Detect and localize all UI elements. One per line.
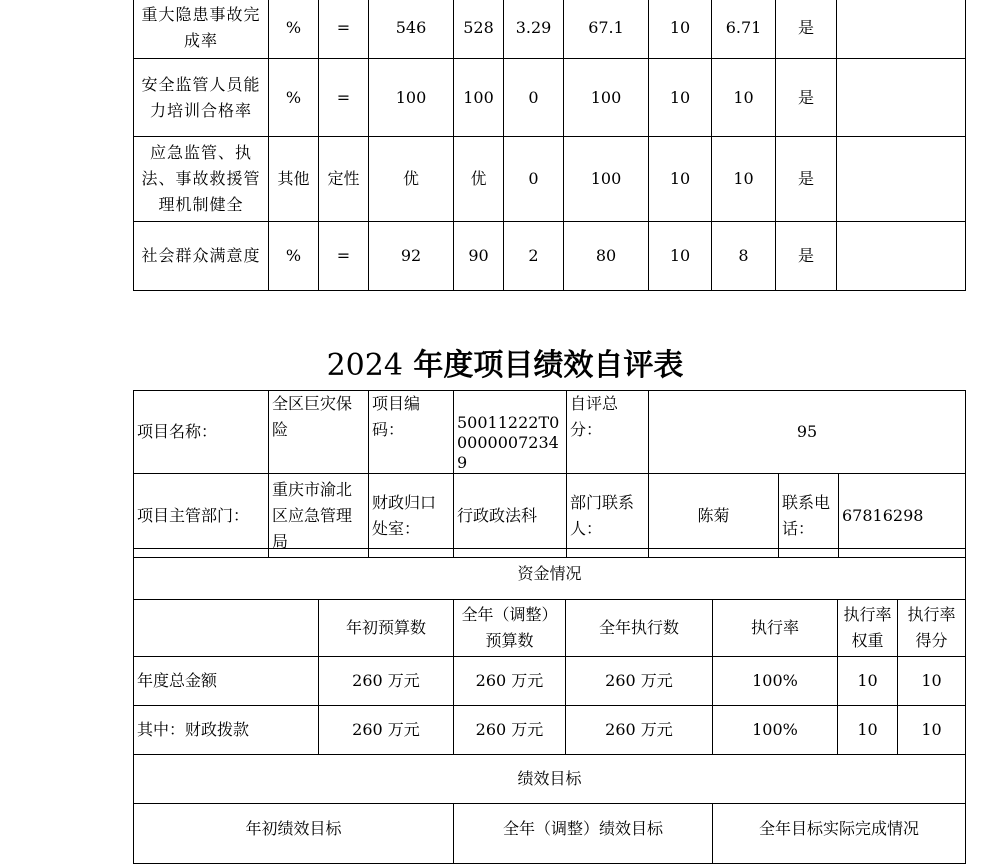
indicator-weight-cell: 10 [649, 137, 712, 222]
funds-header-initial: 年初预算数 [319, 600, 454, 657]
indicator-row [134, 137, 966, 222]
project-name-label: 项目名称： [134, 391, 269, 474]
indicator-unit-cell: % [269, 0, 319, 59]
indicator-note-cell [837, 137, 966, 222]
indicator-score-cell: 8 [712, 222, 776, 291]
indicator-score-cell: 10 [712, 137, 776, 222]
indicator-row [134, 222, 966, 291]
indicator-met-cell: 是 [776, 59, 837, 137]
indicator-unit-cell: % [269, 59, 319, 137]
phone-label: 联系电话： [779, 474, 839, 558]
indicator-row [134, 0, 966, 59]
self-score-label: 自评总分： [567, 391, 649, 474]
indicator-diff-cell: 0 [504, 59, 564, 137]
funds-section-title: 资金情况 [134, 549, 966, 600]
funds-row-label: 其中：财政拨款 [134, 706, 319, 755]
funds-cell: 100% [713, 706, 838, 755]
funds-cell: 260 万元 [566, 657, 713, 706]
indicator-actual-cell: 100 [454, 59, 504, 137]
indicator-rate-cell: 80 [564, 222, 649, 291]
indicator-row [134, 59, 966, 137]
indicator-met-cell: 是 [776, 137, 837, 222]
indicator-note-cell [837, 222, 966, 291]
indicator-name-cell: 重大隐患事故完成率 [134, 0, 269, 59]
indicator-diff-cell: 2 [504, 222, 564, 291]
finance-office-value: 行政政法科 [454, 474, 567, 558]
indicator-rate-cell: 100 [564, 137, 649, 222]
indicator-name-cell: 应急监管、执法、事故救援管理机制健全 [134, 137, 269, 222]
indicator-actual-cell: 528 [454, 0, 504, 59]
goals-section-title: 绩效目标 [134, 755, 966, 804]
contact-value: 陈菊 [649, 474, 779, 558]
indicator-name-cell: 社会群众满意度 [134, 222, 269, 291]
finance-office-label: 财政归口处室： [369, 474, 454, 558]
project-name-value: 全区巨灾保险 [269, 391, 369, 474]
indicator-met-cell: 是 [776, 222, 837, 291]
funds-cell: 10 [838, 657, 898, 706]
indicator-actual-cell: 90 [454, 222, 504, 291]
indicator-score-cell: 6.71 [712, 0, 776, 59]
funds-cell: 260 万元 [319, 706, 454, 755]
goals-header-initial: 年初绩效目标 [134, 804, 454, 864]
funds-cell: 10 [898, 657, 966, 706]
indicator-target-cell: 92 [369, 222, 454, 291]
indicator-op-cell: = [319, 0, 369, 59]
indicator-rate-cell: 100 [564, 59, 649, 137]
indicator-weight-cell: 10 [649, 222, 712, 291]
funds-cell: 260 万元 [319, 657, 454, 706]
indicator-met-cell: 是 [776, 0, 837, 59]
indicator-rate-cell: 67.1 [564, 0, 649, 59]
funds-header-blank [134, 600, 319, 657]
indicator-weight-cell: 10 [649, 59, 712, 137]
funds-table [133, 548, 966, 864]
indicator-target-cell: 优 [369, 137, 454, 222]
indicator-actual-cell: 优 [454, 137, 504, 222]
project-info-table [133, 390, 966, 558]
indicator-op-cell: = [319, 59, 369, 137]
dept-value: 重庆市渝北区应急管理局 [269, 474, 369, 558]
phone-value: 67816298 [839, 474, 966, 558]
funds-cell: 100% [713, 657, 838, 706]
contact-label: 部门联系人： [567, 474, 649, 558]
funds-header-weight: 执行率权重 [838, 600, 898, 657]
funds-cell: 10 [838, 706, 898, 755]
goals-header-adjusted: 全年（调整）绩效目标 [454, 804, 713, 864]
indicator-target-cell: 100 [369, 59, 454, 137]
indicator-unit-cell: 其他 [269, 137, 319, 222]
funds-header-adjusted: 全年（调整）预算数 [454, 600, 566, 657]
page-title: 2024 年度项目绩效自评表 [326, 348, 684, 383]
indicator-unit-cell: % [269, 222, 319, 291]
indicator-target-cell: 546 [369, 0, 454, 59]
funds-cell: 260 万元 [454, 657, 566, 706]
self-score-value: 95 [649, 391, 966, 474]
indicator-note-cell [837, 59, 966, 137]
indicator-note-cell [837, 0, 966, 59]
indicator-name-cell: 安全监管人员能力培训合格率 [134, 59, 269, 137]
funds-header-rate: 执行率 [713, 600, 838, 657]
funds-cell: 10 [898, 706, 966, 755]
indicator-op-cell: = [319, 222, 369, 291]
project-code-label: 项目编码： [369, 391, 454, 474]
funds-cell: 260 万元 [454, 706, 566, 755]
indicator-weight-cell: 10 [649, 0, 712, 59]
indicator-table [133, 0, 966, 291]
indicator-diff-cell: 0 [504, 137, 564, 222]
indicator-diff-cell: 3.29 [504, 0, 564, 59]
indicator-score-cell: 10 [712, 59, 776, 137]
funds-cell: 260 万元 [566, 706, 713, 755]
funds-row-label: 年度总金额 [134, 657, 319, 706]
funds-header-executed: 全年执行数 [566, 600, 713, 657]
project-code-value: 50011222T000000072349 [454, 391, 567, 474]
funds-header-score: 执行率得分 [898, 600, 966, 657]
goals-header-actual: 全年目标实际完成情况 [713, 804, 966, 864]
dept-label: 项目主管部门： [134, 474, 269, 558]
indicator-op-cell: 定性 [319, 137, 369, 222]
